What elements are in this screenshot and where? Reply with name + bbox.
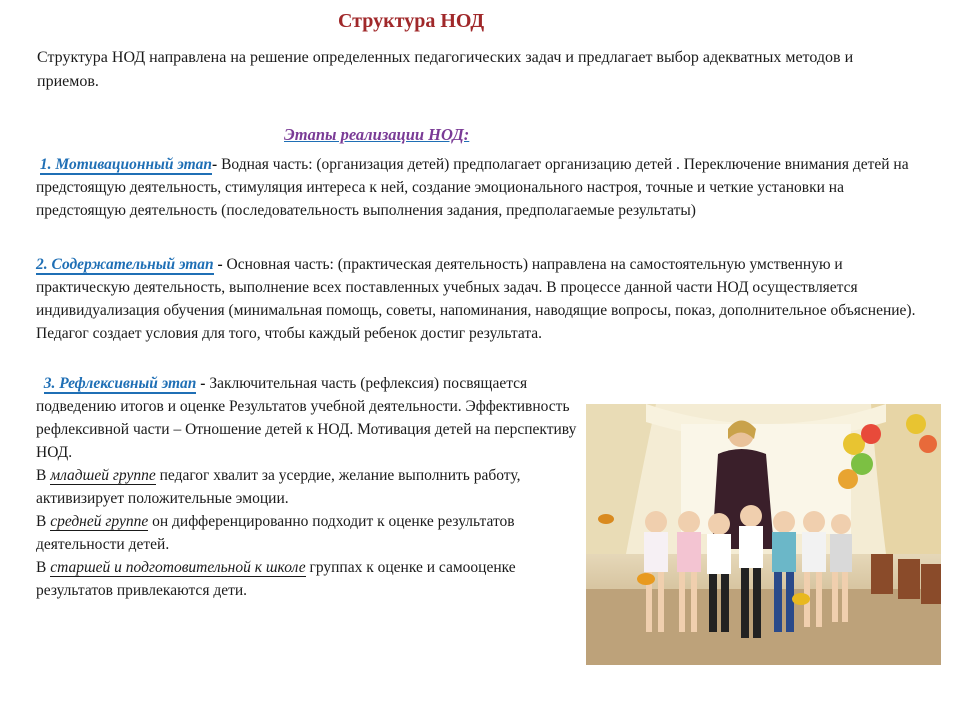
middle-prefix: В [36,513,51,530]
stage-3-dash: - [196,375,210,392]
middle-group-label: средней группе [50,513,149,530]
stage-2-title: 2. Содержательный этап [36,256,214,273]
stages-heading: Этапы реализации НОД: [284,125,470,144]
intro-paragraph: Структура НОД направлена на решение определенных педагогических задач и предлагает выбор адекватных методов и приемов. [37,49,854,90]
senior-group-label: старшей и подготовительной к школе [50,559,306,576]
page-title: Структура НОД [338,10,485,32]
stage-1-title: 1. Мотивационный этап [39,156,213,173]
stage-3-text: Заключительная часть (рефлексия) посвящается подведению итогов и оценке Результатов учебной деятельности. Эффективность рефлексивной части – Отношение детей к НОД. Мотивация детей на перспективу НОД. [36,375,577,461]
stage-2-text: Основная часть: (практическая деятельность) направлена на самостоятельную умственную и практическую деятельность, выполнение всех поставленных учебных задач. В процессе данной части НОД осуществляется индивидуализация обучения (минимальная помощь, советы, напоминания, наводящие вопросы, показ, дополнительное объяснение). Педагог создает условия для того, чтобы каждый ребенок достиг результата. [36,256,916,342]
middle-text: он дифференцированно подходит к оценке результатов деятельности детей. [36,513,515,553]
stage-1-block [36,153,936,222]
stage-2-block [36,253,936,345]
stage-3-block [36,372,581,602]
junior-text: педагог хвалит за усердие, желание выполнить работу, активизирует положительные эмоции. [36,467,521,507]
senior-prefix: В [36,559,51,576]
classroom-photo-illustration [586,404,941,665]
junior-prefix: В [36,467,51,484]
stage-1-text: Водная часть: (организация детей) предполагает организацию детей . Переключение внимания детей на предстоящую деятельность, стимуляция интереса к ней, создание эмоционального настроя, точные и четкие установки на предстоящую деятельность (последовательность выполнения задания, предполагаемые результаты) [36,156,909,219]
stage-2-dash: - [213,256,227,273]
senior-text: группах к оценке и самооценке результатов привлекаются дети. [36,559,516,599]
classroom-photo [586,404,941,665]
stage-3-title: 3. Рефлексивный этап [43,375,197,392]
junior-group-label: младшей группе [50,467,156,484]
stage-1-dash: - [212,156,218,173]
